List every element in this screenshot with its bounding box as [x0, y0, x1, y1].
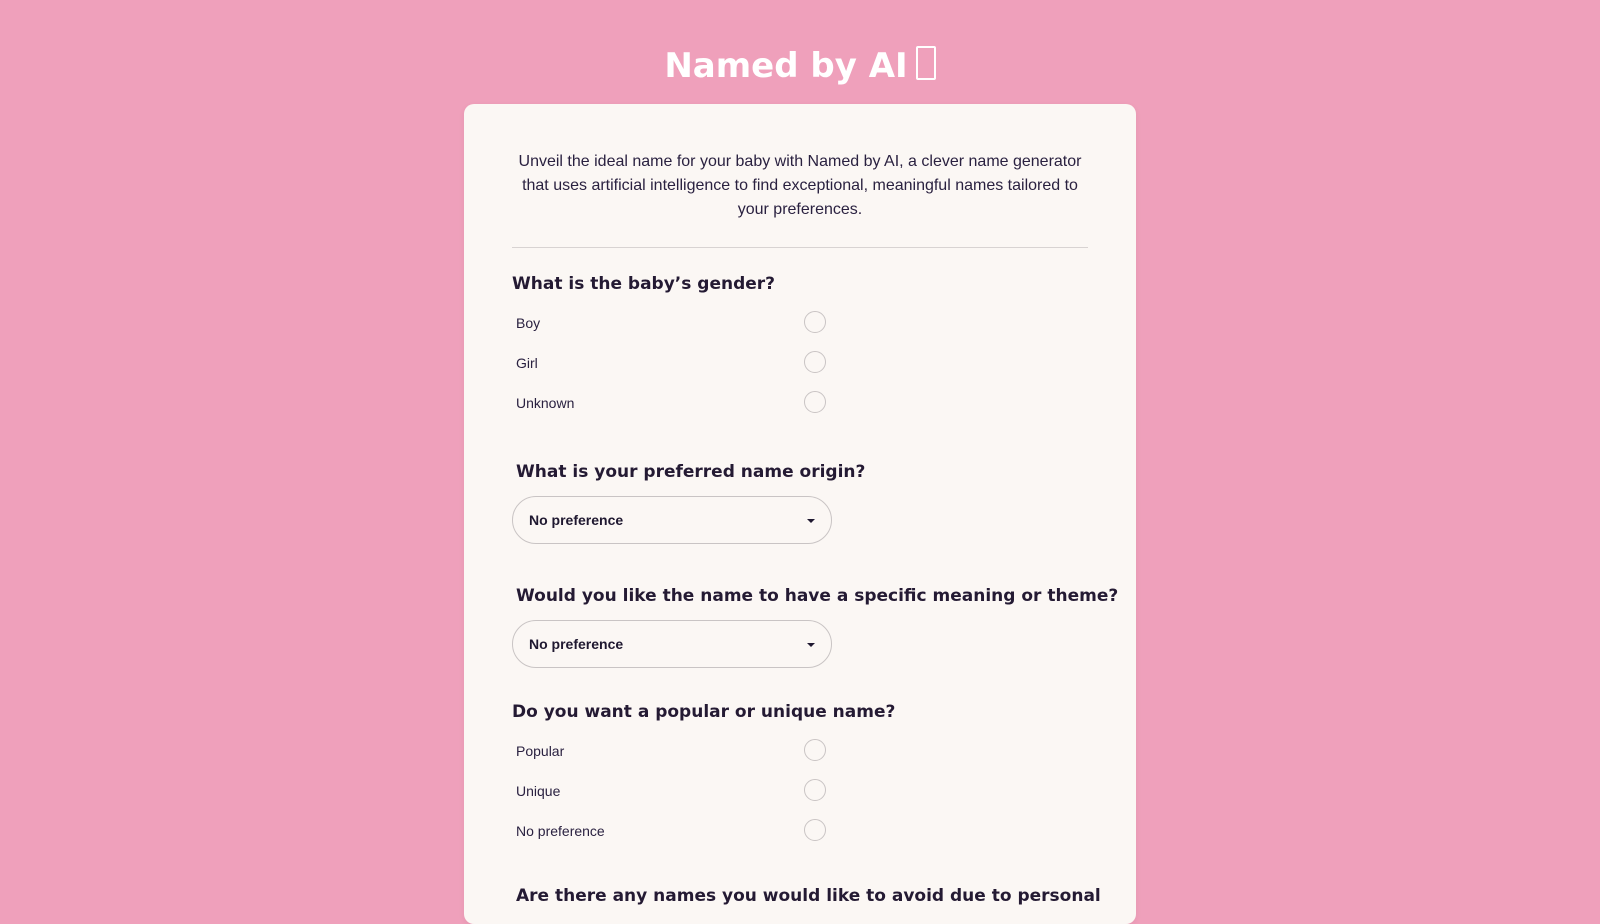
popularity-option-popular[interactable]: [512, 737, 836, 765]
app-title-text: Named by AI: [664, 46, 908, 86]
missing-glyph-icon: [916, 46, 936, 80]
gender-option-boy[interactable]: [512, 309, 836, 337]
caret-down-icon: [807, 643, 815, 647]
avoid-question: Are there any names you would like to avoid due to personal: [516, 886, 1101, 906]
option-label: Unique: [516, 783, 561, 799]
meaning-select-value: No preference: [529, 636, 624, 652]
radio-button[interactable]: [804, 779, 826, 801]
option-label: Boy: [516, 315, 541, 331]
option-label: Popular: [516, 743, 565, 759]
origin-question: What is your preferred name origin?: [516, 462, 866, 482]
meaning-question: Would you like the name to have a specific meaning or theme?: [516, 586, 1119, 606]
radio-button[interactable]: [804, 311, 826, 333]
form-card: [464, 104, 1136, 924]
option-label: Girl: [516, 355, 538, 371]
origin-select[interactable]: [512, 496, 832, 544]
option-label: No preference: [516, 823, 605, 839]
popularity-question: Do you want a popular or unique name?: [512, 702, 896, 722]
radio-button[interactable]: [804, 819, 826, 841]
divider: [512, 247, 1088, 248]
gender-question: What is the baby’s gender?: [512, 274, 776, 294]
popularity-option-unique[interactable]: [512, 777, 836, 805]
caret-down-icon: [807, 519, 815, 523]
radio-button[interactable]: [804, 739, 826, 761]
app-title: [0, 42, 1600, 90]
origin-select-value: No preference: [529, 512, 624, 528]
radio-button[interactable]: [804, 351, 826, 373]
meaning-select[interactable]: [512, 620, 832, 668]
popularity-option-no-preference[interactable]: [512, 817, 836, 845]
gender-option-girl[interactable]: [512, 349, 836, 377]
option-label: Unknown: [516, 395, 575, 411]
gender-option-unknown[interactable]: [512, 389, 836, 417]
intro-text: Unveil the ideal name for your baby with Named by AI, a clever name generator that uses artificial intelligence to find exceptional, meaningful names tailored to your preferences.: [518, 153, 1082, 218]
radio-button[interactable]: [804, 391, 826, 413]
